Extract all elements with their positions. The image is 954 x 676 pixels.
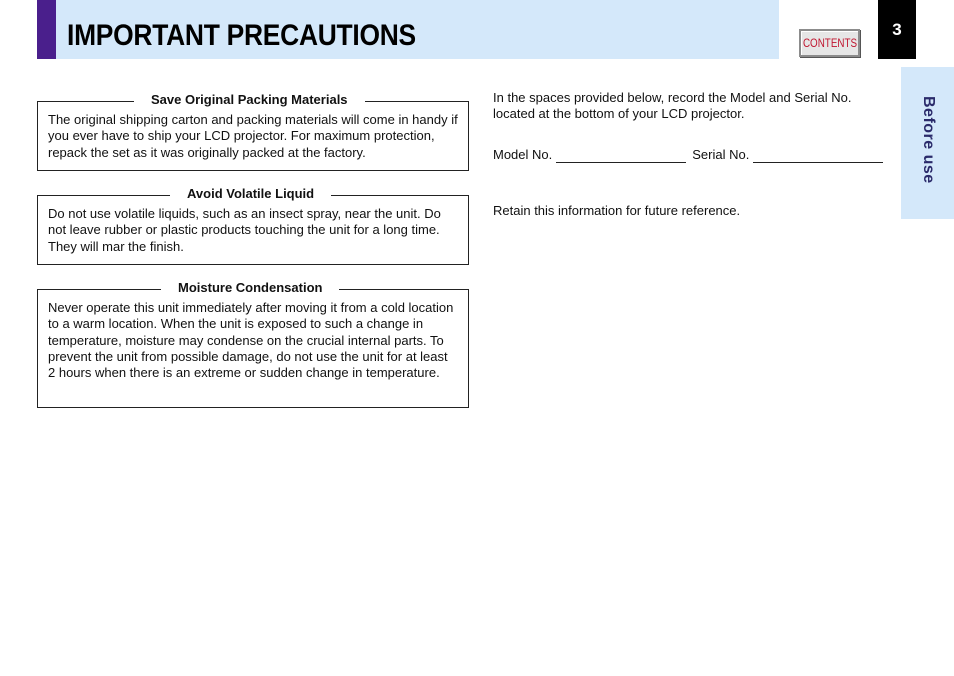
contents-button-label: CONTENTS: [802, 36, 857, 50]
model-label: Model No.: [493, 147, 553, 162]
page-number: 3: [878, 0, 916, 59]
section-title: Save Original Packing Materials: [134, 91, 365, 109]
section-title: Avoid Volatile Liquid: [170, 185, 331, 203]
section-title: Moisture Condensation: [161, 279, 339, 297]
page-title: IMPORTANT PRECAUTIONS: [67, 19, 416, 52]
section-body: Do not use volatile liquids, such as an insect spray, near the unit. Do not leave rubber or plastic products touching the unit for a long time. They will mar the finish.: [48, 206, 441, 254]
side-tab-label: Before use: [920, 96, 937, 184]
section-volatile-liquid: [37, 186, 469, 265]
section-body: Never operate this unit immediately after moving it from a cold location to a warm location. When the unit is exposed to such a change in temperature, moisture may condense on the crucial internal parts. To prevent the unit from possible damage, do not use the unit for at least 2 hours when there is an extreme or sudden change in temperature.: [48, 300, 454, 381]
section-packing-materials: [37, 92, 469, 171]
serial-label: Serial No.: [692, 147, 750, 162]
record-instructions: In the spaces provided below, record the Model and Serial No. located at the bottom of your LCD projector.: [493, 90, 852, 122]
model-blank-line: [556, 149, 686, 163]
retain-note: Retain this information for future reference.: [493, 203, 741, 218]
header-accent: [37, 0, 56, 59]
section-body: The original shipping carton and packing materials will come in handy if you ever have to ship your LCD projector. For maximum protection, repack the set as it was originally packed at the factory.: [48, 112, 458, 160]
section-moisture-condensation: [37, 280, 469, 408]
side-tab-before-use[interactable]: [901, 67, 954, 219]
model-serial-line: [493, 147, 883, 163]
serial-blank-line: [753, 149, 883, 163]
contents-button[interactable]: [799, 29, 860, 57]
